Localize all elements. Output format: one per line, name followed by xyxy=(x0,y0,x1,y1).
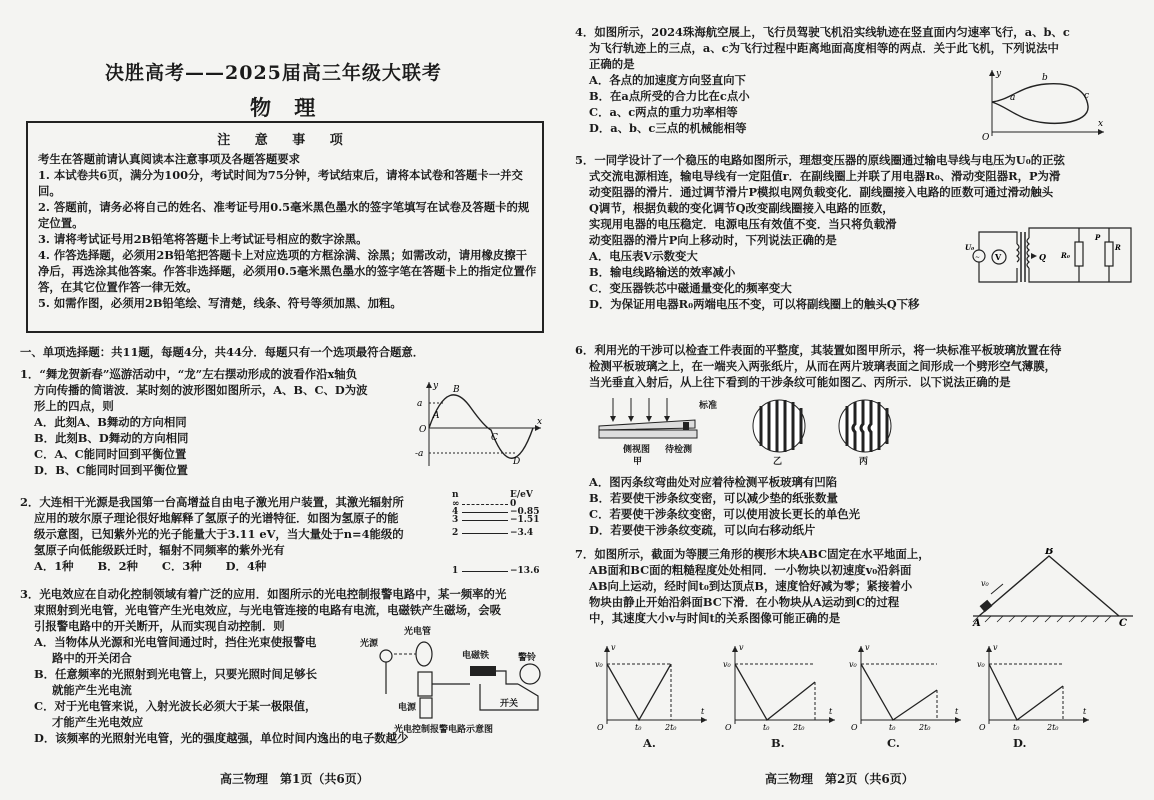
svg-text:B: B xyxy=(453,385,460,395)
svg-text:x: x xyxy=(1098,119,1104,129)
q6-option-d: D．若要使干涉条纹变疏，可以向右移动纸片 xyxy=(589,523,816,537)
notice-item-1: 1. 本试卷共6页，满分为100分，考试时间为75分钟，考试结束后，请将本试卷和答题卡一并交回。 xyxy=(38,168,523,198)
question-6-options xyxy=(575,474,860,538)
q7-stem-line: 7．如图所示，截面为等腰三角形的楔形木块ABC固定在水平地面上， xyxy=(575,547,930,561)
svg-text:~: ~ xyxy=(975,254,981,261)
svg-text:O: O xyxy=(597,723,604,732)
q7-graph-d-label: D. xyxy=(1013,736,1027,750)
svg-text:v: v xyxy=(865,643,870,652)
q1-wave-figure xyxy=(415,378,545,468)
q3-stem-line: 引报警电路中的开关断开，从而实现自动控制．则 xyxy=(34,619,285,633)
q3-option-b: B．任意频率的光照射到光电管上，只要光照时间足够长 xyxy=(34,667,318,681)
q5-option-c: C．变压器铁芯中磁通量变化的频率变大 xyxy=(589,281,792,295)
q3-option-c: C．对于光电管来说，入射光波长必须大于某一极限值， xyxy=(34,699,317,713)
q3-circuit-figure: 光电管 光源 电磁铁 警铃 开关 电源 光电控制报警电路示意图 xyxy=(360,624,550,736)
svg-text:a: a xyxy=(1010,93,1016,103)
svg-text:O: O xyxy=(419,425,427,435)
section-heading: 一、单项选择题：共11题，每题4分，共44分．每题只有一个选项最符合题意． xyxy=(20,345,425,359)
svg-text:v: v xyxy=(739,643,744,652)
footer-page-2: 高三物理 第2页（共6页） xyxy=(765,772,914,786)
q4-option-b: B．在a点所受的合力比在c点小 xyxy=(589,89,750,103)
q7-graph-a xyxy=(595,640,715,740)
q7-stem-line: 物块由静止开始沿斜面BC下滑．在小物块从A运动到C的过程 xyxy=(589,595,900,609)
svg-text:v₀: v₀ xyxy=(977,660,985,669)
notice-title: 注 意 事 项 xyxy=(217,133,353,148)
q6-stem-line: 当光垂直入射后，从上往下看到的干涉条纹可能如图乙、丙所示．以下说法正确的是 xyxy=(589,375,1011,389)
q3-option-a: A．当物体从光源和光电管间通过时，挡住光束使报警电 xyxy=(34,635,317,649)
svg-text:-a: -a xyxy=(415,449,424,459)
svg-text:R₀: R₀ xyxy=(1061,251,1070,260)
q5-stem-line: 动变阻器的滑片P向上移动时，下列说法正确的是 xyxy=(589,233,837,247)
q2-stem-line: 级示意图，已知紫外光的光子能量大于3.11 eV，当大量处于n=4能级的 xyxy=(34,527,404,541)
notice-item-2: 2. 答题前，请务必将自己的姓名、准考证号用0.5毫米黑色墨水的签字笔填写在试卷及答题卡的规定位置。 xyxy=(38,200,530,230)
q6-option-a: A．图丙条纹弯曲处对应着待检测平板玻璃有凹陷 xyxy=(589,475,838,489)
q7-graph-c-label: C. xyxy=(887,736,900,750)
svg-text:v₀: v₀ xyxy=(595,660,603,669)
q4-stem-line: 为飞行轨迹上的三点，a、c为飞行过程中距离地面高度相等的两点．关于此飞机，下列说法中 xyxy=(589,41,1059,55)
q2-energy-levels: n E/eV ∞ 0 4 −0.85 3 −1.51 2 −3.4 1 −13.6 xyxy=(452,490,540,576)
q5-stem-line: 式交流电源相连，输电导线有一定阻值r．在副线圈上并联了用电器R₀、滑动变阻器R，P为滑 xyxy=(589,169,1061,183)
svg-text:t: t xyxy=(829,707,833,716)
svg-text:A: A xyxy=(433,411,440,421)
q6-interference-figure: 标准 待检测 侧视图 甲 乙 丙 xyxy=(595,396,915,470)
svg-text:t₀: t₀ xyxy=(635,723,642,732)
notice-item-3: 3. 请将考试证号用2B铅笔将答题卡上考试证号相应的数字涂黑。 xyxy=(38,232,368,246)
q1-option-c: C．A、C能同时回到平衡位置 xyxy=(34,447,187,461)
svg-text:t₀: t₀ xyxy=(763,723,770,732)
svg-text:2t₀: 2t₀ xyxy=(665,723,677,732)
notice-item-4: 4. 作答选择题，必须用2B铅笔把答题卡上对应选项的方框涂满、涂黑；如需改动，请用橡皮擦干净后，再选涂其他答案。作答非选择题，必须用0.5毫米黑色墨水的签字笔在答题卡上的指定位置作答，在其它位置作答一律无效。 xyxy=(38,248,537,294)
question-1 xyxy=(20,366,368,478)
svg-text:b: b xyxy=(1042,73,1048,83)
q5-option-b: B．输电线路输送的效率减小 xyxy=(589,265,736,279)
exam-page-2 xyxy=(565,0,1154,800)
q6-stem-line: 检测平板玻璃之上，在一端夹入两张纸片，从而在两片玻璃表面之间形成一个劈形空气薄膜， xyxy=(589,359,1057,373)
svg-text:B: B xyxy=(1045,548,1054,557)
svg-text:Q: Q xyxy=(1039,252,1046,262)
q4-stem-line: 正确的是 xyxy=(589,57,635,71)
svg-text:R: R xyxy=(1115,243,1121,252)
svg-text:t: t xyxy=(1083,707,1087,716)
svg-text:v₀: v₀ xyxy=(981,579,989,588)
svg-text:v₀: v₀ xyxy=(849,660,857,669)
q4-option-d: D．a、b、c三点的机械能相等 xyxy=(589,121,747,135)
q3-stem-line: 3．光电效应在自动化控制领域有着广泛的应用．如图所示的光电控制报警电路中，某一频率的光 xyxy=(20,587,507,601)
svg-text:C: C xyxy=(491,433,498,443)
svg-text:P: P xyxy=(1095,233,1101,242)
q5-option-a: A．电压表V示数变大 xyxy=(589,249,698,263)
svg-text:D: D xyxy=(513,457,521,467)
q5-stem-line: 5．一同学设计了一个稳压的电路如图所示，理想变压器的原线圈通过输电导线与电压为U₀的正弦 xyxy=(575,153,1065,167)
svg-text:2t₀: 2t₀ xyxy=(919,723,931,732)
notice-item-5: 5. 如需作图，必须用2B铅笔绘、写清楚，线条、符号等须加黑、加粗。 xyxy=(38,296,402,310)
q5-option-d: D．为保证用电器R₀两端电压不变，可以将副线圈上的触头Q下移 xyxy=(589,297,920,311)
notice-intro: 考生在答题前请认真阅读本注意事项及各题答题要求 xyxy=(38,152,300,166)
q2-stem-line: 氢原子向低能级跃迁时，辐射不同频率的紫外光有 xyxy=(34,543,285,557)
q1-option-b: B．此刻B、D舞动的方向相同 xyxy=(34,431,189,445)
q4-flight-path-figure xyxy=(980,66,1110,142)
q7-wedge-figure xyxy=(969,548,1139,628)
svg-text:v: v xyxy=(993,643,998,652)
q5-stem-line: 实现用电器的电压稳定．电源电压有效值不变．当只将负载滑 xyxy=(589,217,897,231)
svg-text:O: O xyxy=(982,133,990,142)
q7-graph-b xyxy=(723,640,843,740)
svg-text:A: A xyxy=(973,618,981,628)
notice-box xyxy=(26,121,544,333)
svg-text:a: a xyxy=(417,399,423,409)
svg-text:x: x xyxy=(537,417,543,427)
svg-text:t₀: t₀ xyxy=(1013,723,1020,732)
q2-option-b: B．2种 xyxy=(97,559,138,573)
q4-option-c: C．a、c两点的重力功率相等 xyxy=(589,105,738,119)
q7-graph-b-label: B. xyxy=(771,736,785,750)
q3-option-c-cont: 才能产生光电效应 xyxy=(52,715,144,729)
q4-stem-line: 4．如图所示，2024珠海航空展上，飞行员驾驶飞机沿实线轨迹在竖直面内匀速率飞行，a、b、c xyxy=(575,25,1070,39)
q1-stem-line: 形上的四点，则 xyxy=(34,399,114,413)
svg-text:U₀: U₀ xyxy=(965,243,975,252)
svg-text:t: t xyxy=(955,707,959,716)
q1-stem-line: 方向传播的简谐波．某时刻的波形图如图所示，A、B、C、D为波 xyxy=(34,383,368,397)
q7-stem-line: 中，其速度大小v与时间t的关系图像可能正确的是 xyxy=(589,611,841,625)
q6-option-b: B．若要使干涉条纹变密，可以减少垫的纸张数量 xyxy=(589,491,838,505)
exam-subject: 物 理 xyxy=(250,95,324,120)
question-6 xyxy=(575,342,1061,390)
svg-text:O: O xyxy=(725,723,732,732)
svg-text:O: O xyxy=(979,723,986,732)
svg-text:v₀: v₀ xyxy=(723,660,731,669)
question-7 xyxy=(575,546,930,626)
q3-option-b-cont: 就能产生光电流 xyxy=(52,683,132,697)
q2-option-a: A．1种 xyxy=(34,559,74,573)
q7-graph-d xyxy=(977,640,1097,740)
q5-stem-line: Q调节，根据负载的变化调节Q改变副线圈接入电路的匝数， xyxy=(589,201,894,215)
svg-text:y: y xyxy=(996,69,1002,79)
q7-graph-c xyxy=(849,640,969,740)
q5-stem-line: 动变阻器的滑片．通过调节滑片P模拟电网负载变化．副线圈接入电路的匝数可通过滑动触头 xyxy=(589,185,1054,199)
footer-page-1: 高三物理 第1页（共6页） xyxy=(220,772,369,786)
svg-text:C: C xyxy=(1119,618,1127,628)
q7-graph-a-label: A. xyxy=(643,736,656,750)
q2-option-c: C．3种 xyxy=(161,559,202,573)
q3-stem-line: 束照射到光电管，光电管产生光电效应，与光电管连接的电路有电流，电磁铁产生磁场，会吸 xyxy=(34,603,502,617)
q3-option-a-cont: 路中的开关闭合 xyxy=(52,651,132,665)
svg-text:O: O xyxy=(851,723,858,732)
q2-option-d: D．4种 xyxy=(225,559,267,573)
q2-stem-line: 应用的玻尔原子理论很好地解释了氢原子的光谱特征．如图为氢原子的能 xyxy=(34,511,399,525)
svg-text:v: v xyxy=(611,643,616,652)
q7-stem-line: AB向上运动，经时间t₀到达顶点B，速度恰好减为零；紧接着小 xyxy=(589,579,913,593)
svg-text:t: t xyxy=(701,707,705,716)
exam-title: 决胜高考——2025届高三年级大联考 xyxy=(105,62,442,84)
question-2 xyxy=(20,494,404,574)
q2-stem-line: 2．大连相干光源是我国第一台高增益自由电子激光用户装置，其激光辐射所 xyxy=(20,495,404,509)
q7-stem-line: AB面和BC面的粗糙程度处处相同．一小物块以初速度v₀沿斜面 xyxy=(589,563,912,577)
q6-option-c: C．若要使干涉条纹变密，可以使用波长更长的单色光 xyxy=(589,507,861,521)
q5-transformer-figure xyxy=(965,220,1135,290)
q3-option-d: D．该频率的光照射光电管，光的强度越强，单位时间内逸出的电子数越少 xyxy=(34,731,409,745)
q4-option-a: A．各点的加速度方向竖直向下 xyxy=(589,73,746,87)
q6-stem-line: 6．利用光的干涉可以检查工件表面的平整度，其装置如图甲所示，将一块标准平板玻璃放置在待 xyxy=(575,343,1062,357)
q1-stem-line: 1．“舞龙贺新春”巡游活动中，“龙”左右摆动形成的波看作沿x轴负 xyxy=(20,367,358,381)
exam-page-1 xyxy=(0,0,565,800)
q1-option-a: A．此刻A、B舞动的方向相同 xyxy=(34,415,187,429)
svg-text:V: V xyxy=(995,252,1002,262)
svg-text:t₀: t₀ xyxy=(889,723,896,732)
svg-text:c: c xyxy=(1084,91,1090,101)
svg-text:2t₀: 2t₀ xyxy=(1047,723,1059,732)
svg-text:y: y xyxy=(433,381,439,391)
svg-text:2t₀: 2t₀ xyxy=(793,723,805,732)
q1-option-d: D．B、C能同时回到平衡位置 xyxy=(34,463,188,477)
